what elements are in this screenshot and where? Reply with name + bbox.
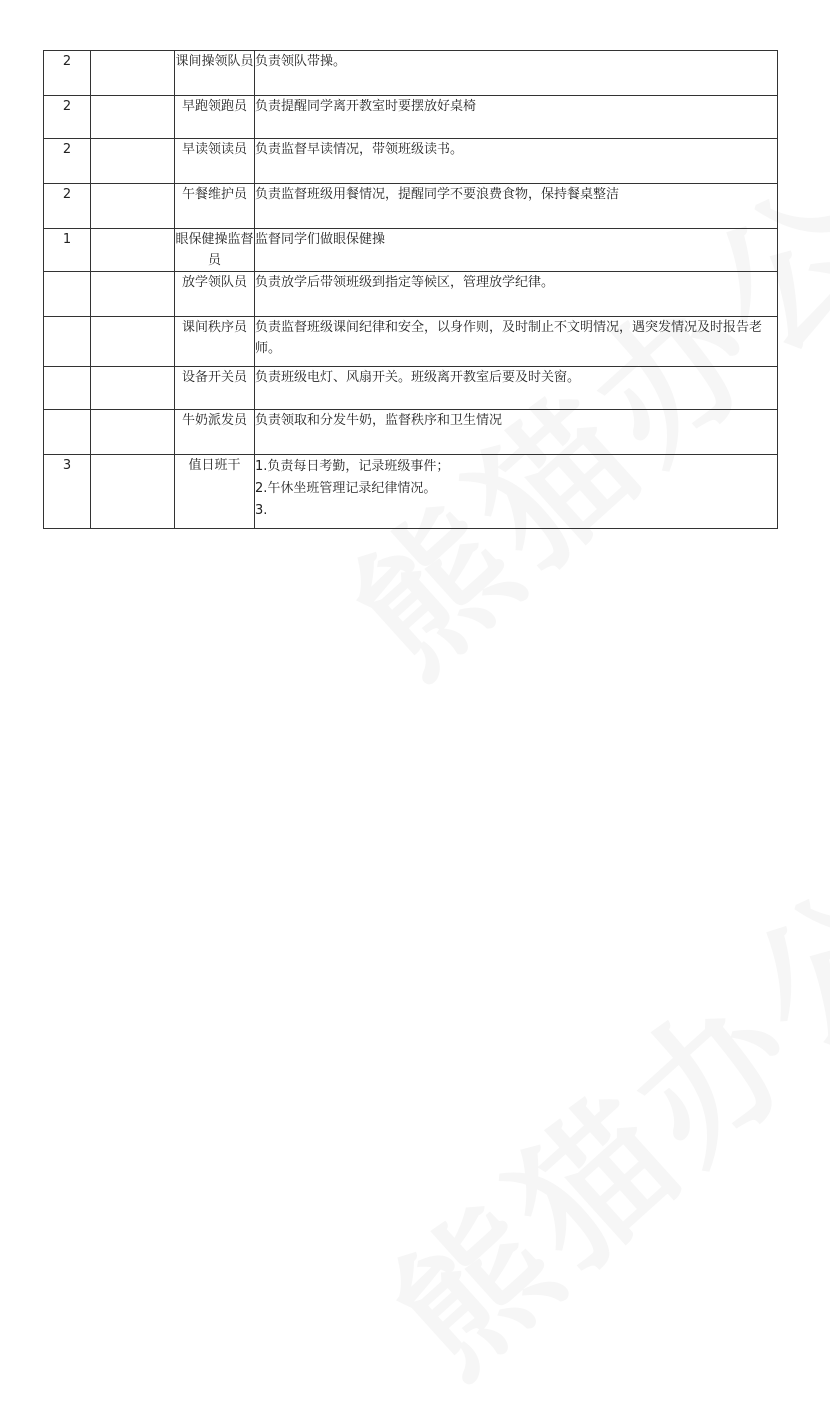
table-row bbox=[44, 317, 778, 367]
empty-cell bbox=[91, 455, 175, 529]
empty-cell bbox=[91, 410, 175, 455]
count-cell bbox=[44, 317, 91, 367]
role-cell: 放学领队员 bbox=[175, 272, 255, 317]
description-item: 3. bbox=[255, 503, 268, 518]
description-cell: 负责监督早读情况，带领班级读书。 bbox=[255, 139, 778, 184]
description-cell: 负责提醒同学离开教室时要摆放好桌椅 bbox=[255, 96, 778, 139]
role-cell: 课间操领队员 bbox=[175, 51, 255, 96]
count-cell: 2 bbox=[44, 139, 91, 184]
description-cell: 负责领队带操。 bbox=[255, 51, 778, 96]
role-cell: 课间秩序员 bbox=[175, 317, 255, 367]
count-cell: 2 bbox=[44, 184, 91, 229]
table-row bbox=[44, 184, 778, 229]
table-row bbox=[44, 96, 778, 139]
table-row bbox=[44, 455, 778, 529]
description-cell: 负责班级电灯、风扇开关。班级离开教室后要及时关窗。 bbox=[255, 367, 778, 410]
count-cell: 3 bbox=[44, 455, 91, 529]
role-cell: 值日班干 bbox=[175, 455, 255, 529]
role-cell: 眼保健操监督员 bbox=[175, 229, 255, 272]
description-cell: 负责监督班级用餐情况，提醒同学不要浪费食物，保持餐桌整洁 bbox=[255, 184, 778, 229]
empty-cell bbox=[91, 51, 175, 96]
empty-cell bbox=[91, 229, 175, 272]
empty-cell bbox=[91, 184, 175, 229]
empty-cell bbox=[91, 367, 175, 410]
description-cell: 负责领取和分发牛奶，监督秩序和卫生情况 bbox=[255, 410, 778, 455]
description-item: 1.负责每日考勤，记录班级事件； bbox=[255, 459, 450, 474]
description-cell bbox=[255, 455, 778, 529]
table-row bbox=[44, 51, 778, 96]
count-cell bbox=[44, 367, 91, 410]
table-row bbox=[44, 139, 778, 184]
table-row bbox=[44, 229, 778, 272]
role-cell: 牛奶派发员 bbox=[175, 410, 255, 455]
role-cell: 设备开关员 bbox=[175, 367, 255, 410]
description-cell: 监督同学们做眼保健操 bbox=[255, 229, 778, 272]
count-cell bbox=[44, 272, 91, 317]
count-cell: 2 bbox=[44, 51, 91, 96]
description-cell: 负责监督班级课间纪律和安全，以身作则，及时制止不文明情况，遇突发情况及时报告老师。 bbox=[255, 317, 778, 367]
description-item: 2.午休坐班管理记录纪律情况。 bbox=[255, 481, 437, 496]
empty-cell bbox=[91, 96, 175, 139]
count-cell: 1 bbox=[44, 229, 91, 272]
table-row bbox=[44, 272, 778, 317]
description-cell: 负责放学后带领班级到指定等候区，管理放学纪律。 bbox=[255, 272, 778, 317]
count-cell bbox=[44, 410, 91, 455]
role-cell: 午餐维护员 bbox=[175, 184, 255, 229]
empty-cell bbox=[91, 139, 175, 184]
empty-cell bbox=[91, 272, 175, 317]
role-cell: 早读领读员 bbox=[175, 139, 255, 184]
count-cell: 2 bbox=[44, 96, 91, 139]
role-cell: 早跑领跑员 bbox=[175, 96, 255, 139]
table-row bbox=[44, 410, 778, 455]
watermark bbox=[340, 824, 830, 1412]
table-row bbox=[44, 367, 778, 410]
empty-cell bbox=[91, 317, 175, 367]
duty-table bbox=[43, 50, 778, 529]
